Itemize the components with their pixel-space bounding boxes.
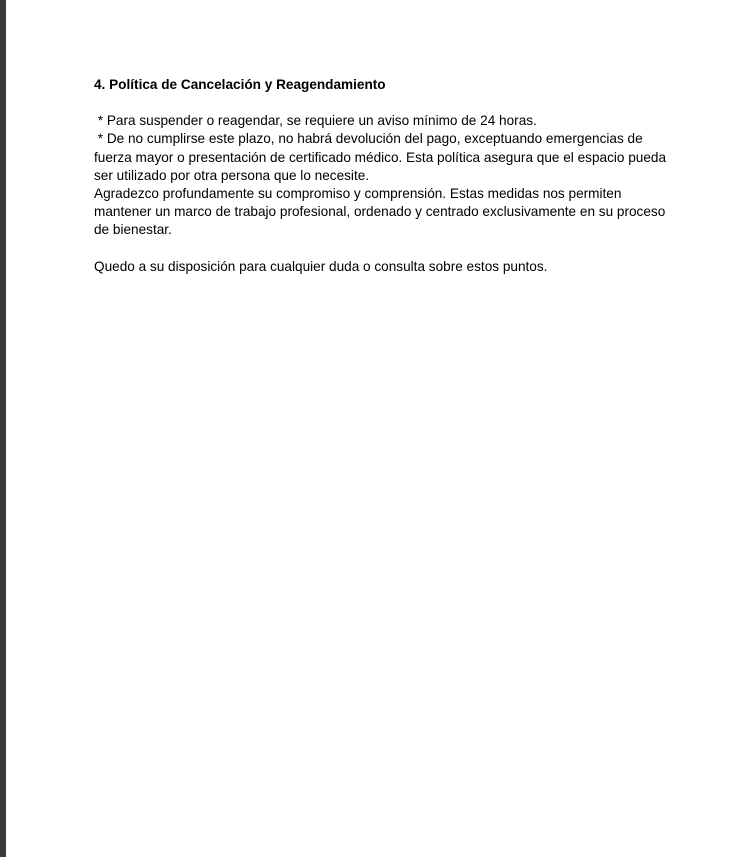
closing-paragraph: Quedo a su disposición para cualquier duda o consulta sobre estos puntos.: [94, 258, 548, 274]
document-body: [94, 76, 674, 276]
blank-line: [94, 240, 674, 258]
bullet-refund: * De no cumplirse este plazo, no habrá devolución del pago, exceptuando emergencias de fuerza mayor o presentación de certificado médico. Esta política asegura que el espacio pueda ser utilizado por otra persona que lo necesite.: [94, 131, 670, 183]
thanks-paragraph: Agradezco profundamente su compromiso y comprensión. Estas medidas nos permiten mantener un marco de trabajo profesional, ordenado y centrado exclusivamente en su proceso de bienestar.: [94, 186, 670, 238]
section-heading: 4. Política de Cancelación y Reagendamiento: [94, 77, 386, 92]
bullet-notice: * Para suspender o reagendar, se requiere un aviso mínimo de 24 horas.: [94, 113, 537, 129]
document-page: [6, 0, 747, 857]
blank-line: [94, 94, 674, 112]
